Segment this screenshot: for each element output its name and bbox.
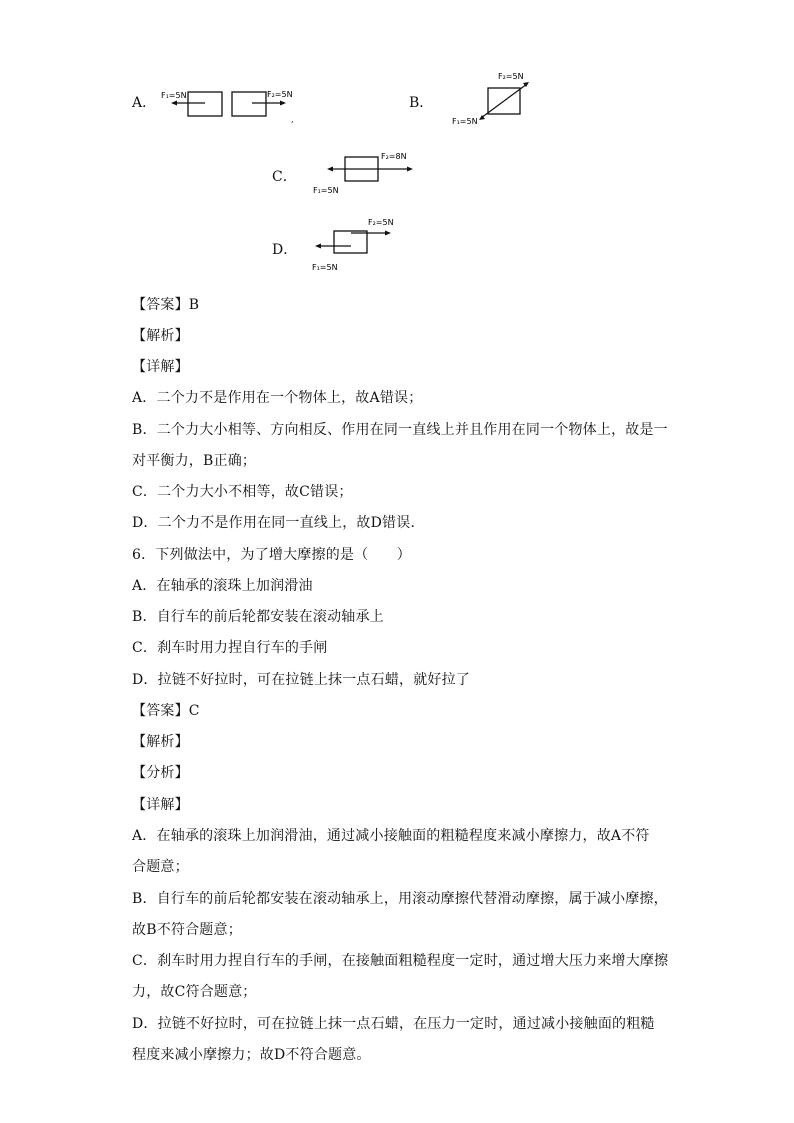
detail-label-q5: 【详解】 (132, 359, 189, 375)
option-c-letter: C． (272, 169, 297, 185)
q5-detail-b-line1: B．二个力大小相等、方向相反、作用在同一直线上并且作用在同一个物体上，故是一 (132, 422, 668, 438)
q6-detail-a-line2: 合题意； (132, 859, 189, 875)
q6-detail-a-line1: A．在轴承的滚珠上加润滑油，通过减小接触面的粗糙程度来减小摩擦力，故A不符 (132, 828, 650, 844)
option-c-f2-label: F₂=8N (381, 152, 407, 161)
option-d-letter: D． (272, 242, 298, 258)
option-a-diagram (155, 80, 305, 125)
option-c-f1-label: F₁=5N (313, 186, 339, 195)
q6-option-a: A．在轴承的滚珠上加润滑油 (132, 578, 313, 594)
analysis-label-q6: 【解析】 (132, 734, 189, 750)
option-b-f1-label: F₁=5N (452, 117, 478, 126)
q5-detail-c: C．二个力大小不相等，故C错误； (132, 484, 353, 500)
q6-detail-b-line1: B．自行车的前后轮都安装在滚动轴承上，用滚动摩擦代替滑动摩擦，属于减小摩擦， (132, 891, 668, 907)
option-a-box-right (232, 92, 266, 116)
option-b-arrow-f1 (481, 101, 504, 118)
option-b-f2-label: F₂=5N (498, 72, 524, 81)
detail-label-q6: 【详解】 (132, 797, 189, 813)
option-d-f2-label: F₂=5N (368, 218, 394, 227)
q6-option-b: B．自行车的前后轮都安装在滚动轴承上 (132, 609, 384, 625)
q5-detail-d: D．二个力不是作用在同一直线上，故D错误． (132, 515, 425, 531)
svg-text:,: , (291, 115, 294, 124)
answer-label-q5: 【答案】B (132, 297, 200, 313)
option-a-f1-label: F₁=5N (161, 91, 187, 100)
option-d-f1-label: F₁=5N (312, 263, 338, 272)
option-c-diagram (308, 148, 418, 198)
option-b-letter: B． (409, 95, 434, 111)
q6-detail-c-line2: 力，故C符合题意； (132, 984, 257, 1000)
q6-detail-c-line1: C．刹车时用力捏自行车的手闸，在接触面粗糙程度一定时，通过增大压力来增大摩擦 (132, 953, 669, 969)
option-b-diagram (448, 66, 538, 130)
option-b-arrow-f2 (504, 84, 527, 101)
q6-option-d: D．拉链不好拉时，可在拉链上抹一点石蜡，就好拉了 (132, 672, 471, 688)
answer-label-q6: 【答案】C (132, 703, 200, 719)
option-d-box (334, 231, 367, 253)
option-a-box-left (188, 92, 222, 116)
fenxi-label-q6: 【分析】 (132, 765, 189, 781)
q6-detail-d-line1: D．拉链不好拉时，可在拉链上抹一点石蜡，在压力一定时，通过减小接触面的粗糙 (132, 1016, 655, 1032)
q6-detail-d-line2: 程度来减小摩擦力；故D不符合题意。 (132, 1047, 371, 1063)
q5-detail-a: A．二个力不是作用在一个物体上，故A错误； (132, 390, 423, 406)
q6-option-c: C．刹车时用力捏自行车的手闸 (132, 640, 328, 656)
option-a-letter: A． (132, 95, 157, 111)
q5-detail-b-line2: 对平衡力，B正确； (132, 453, 257, 469)
q6-detail-b-line2: 故B不符合题意； (132, 922, 242, 938)
question-6-stem: 6．下列做法中，为了增大摩擦的是（ ） (132, 547, 411, 563)
option-d-diagram (308, 214, 408, 276)
analysis-label-q5: 【解析】 (132, 328, 189, 344)
option-a-f2-label: F₂=5N (267, 90, 293, 99)
